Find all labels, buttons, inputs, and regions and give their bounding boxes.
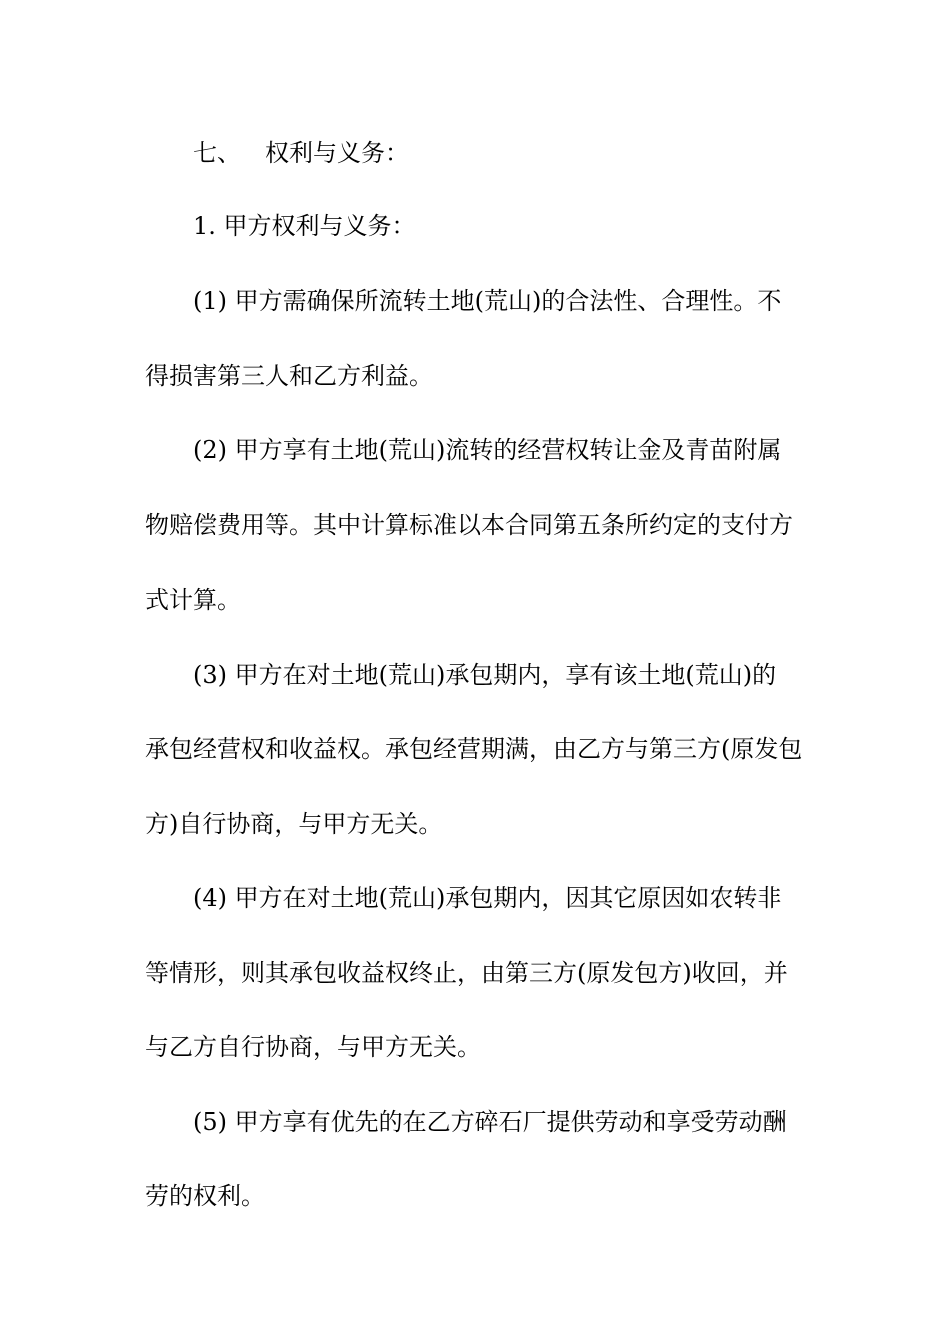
paragraph-1-line-1: (1) 甲方需确保所流转土地(荒山)的合法性、合理性。不 <box>193 287 782 315</box>
paragraph-3-line-1: (3) 甲方在对土地(荒山)承包期内，享有该土地(荒山)的 <box>193 661 777 689</box>
paragraph-2-line-1: (2) 甲方享有土地(荒山)流转的经营权转让金及青苗附属 <box>193 436 782 464</box>
paragraph-1-line-2: 得损害第三人和乙方利益。 <box>145 362 433 390</box>
paragraph-2-line-2: 物赔偿费用等。其中计算标准以本合同第五条所约定的支付方 <box>145 511 793 539</box>
section-number: 七、 <box>193 139 241 167</box>
paragraph-4-line-1: (4) 甲方在对土地(荒山)承包期内，因其它原因如农转非 <box>193 884 782 912</box>
section-title: 权利与义务： <box>265 139 409 167</box>
paragraph-4-line-3: 与乙方自行协商，与甲方无关。 <box>145 1033 481 1061</box>
paragraph-5-line-1: (5) 甲方享有优先的在乙方碎石厂提供劳动和享受劳动酬 <box>193 1108 787 1136</box>
section-heading <box>193 133 863 173</box>
subsection-heading: 1. 甲方权利与义务： <box>193 212 416 240</box>
paragraph-4-line-2: 等情形，则其承包收益权终止，由第三方(原发包方)收回，并 <box>145 959 788 987</box>
paragraph-5-number: (5) <box>193 1108 227 1136</box>
paragraph-2-number: (2) <box>193 436 227 464</box>
paragraph-3-line-2: 承包经营权和收益权。承包经营期满，由乙方与第三方(原发包 <box>145 735 803 763</box>
paragraph-5-line-2: 劳的权利。 <box>145 1182 265 1210</box>
paragraph-3-line-3: 方)自行协商，与甲方无关。 <box>145 810 443 838</box>
paragraph-1-number: (1) <box>193 287 227 315</box>
paragraph-3-number: (3) <box>193 661 227 689</box>
paragraph-2-line-3: 式计算。 <box>145 586 241 614</box>
paragraph-4-number: (4) <box>193 884 227 912</box>
